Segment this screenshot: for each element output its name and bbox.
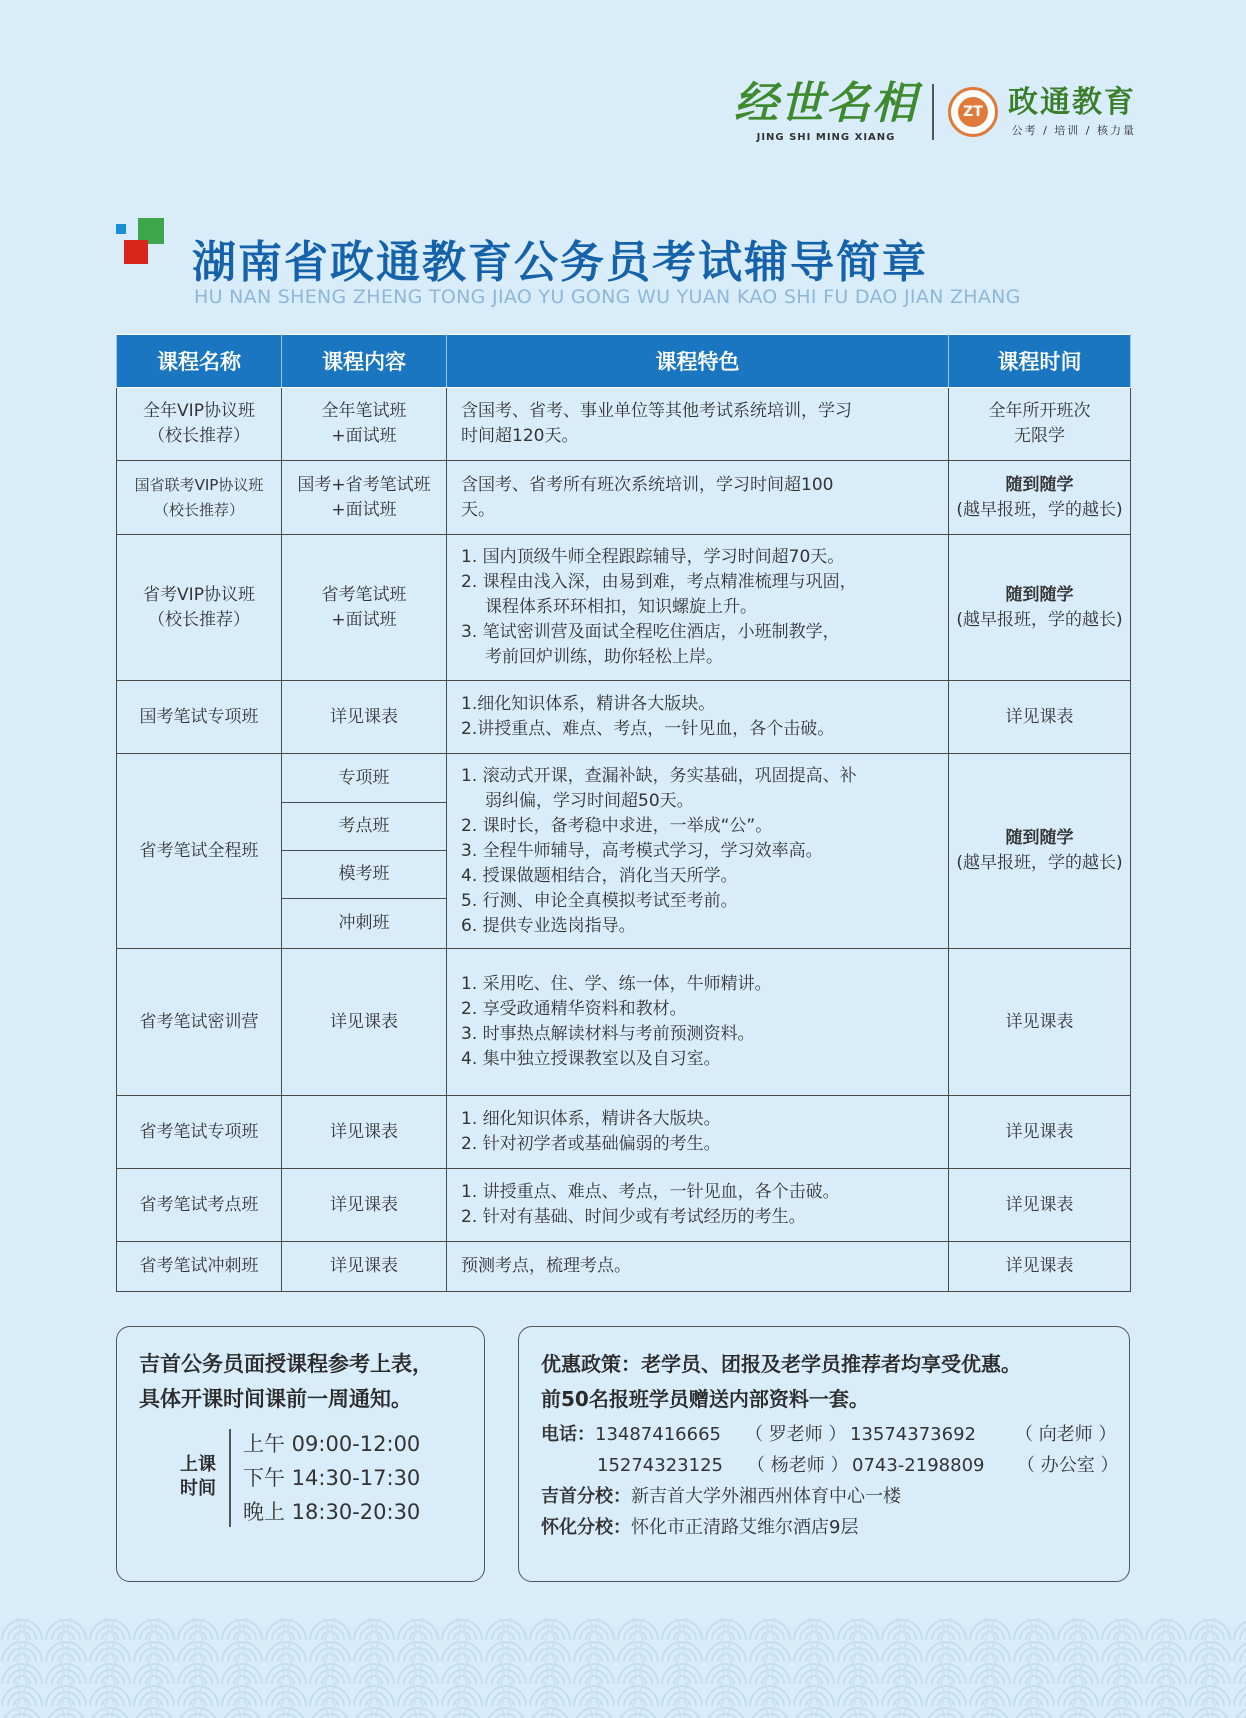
page-title-pinyin: HU NAN SHENG ZHENG TONG JIAO YU GONG WU YUAN KAO SHI FU DAO JIAN ZHANG (194, 286, 1021, 308)
course-content-cell: 详见课表 (282, 949, 447, 1096)
table-row (117, 535, 1131, 681)
class-time-item: 下午 14:30-17:30 (243, 1466, 421, 1490)
table-row (117, 461, 1131, 535)
schedule-notice: 吉首公务员面授课程参考上表， 具体开课时间课前一周通知。 (139, 1352, 433, 1411)
course-name-cell: 省考笔试专项班 (117, 1096, 282, 1169)
zhengtong-brand-name: 政通教育 (1008, 84, 1136, 120)
course-features-cell: 预测考点，梳理考点。 (447, 1242, 949, 1292)
phone-contact: （ 罗老师 ） (745, 1424, 847, 1445)
table-row (117, 754, 1131, 803)
course-features-cell: 含国考、省考所有班次系统培训，学习时间超100 天。 (447, 461, 949, 535)
course-time-cell: 详见课表 (949, 949, 1131, 1096)
course-table (116, 334, 1131, 1292)
course-features-cell: 1. 国内顶级牛师全程跟踪辅导，学习时间超70天。 2. 课程由浅入深，由易到难，考点精准梳理与巩固， 课程体系环环相扣，知识螺旋上升。 3. 笔试密训营及面试全程吃住酒店，小班制教学， 考前回炉训练，助你轻松上岸。 (447, 535, 949, 681)
course-time-cell: 随到随学 (越早报班，学的越长) (949, 535, 1131, 681)
table-row (117, 1242, 1131, 1292)
zhengtong-seal-icon (948, 87, 998, 137)
class-time-item: 晚上 18:30-20:30 (243, 1500, 421, 1524)
course-name-cell: 省考笔试冲刺班 (117, 1242, 282, 1292)
phone-contact: （ 杨老师 ） (747, 1455, 849, 1476)
course-content-cell: 详见课表 (282, 1242, 447, 1292)
class-time-list (243, 1427, 420, 1529)
branch-address: 怀化市正清路艾维尔酒店9层 (631, 1517, 859, 1538)
phone-row (541, 1450, 1118, 1481)
title-squares-icon (116, 218, 168, 266)
phone-number: 15274323125 (597, 1455, 723, 1476)
sub-class-cell: 考点班 (282, 803, 447, 851)
course-features-cell: 1. 采用吃、住、学、练一体，牛师精讲。 2. 享受政通精华资料和教材。 3. 时事热点解读材料与考前预测资料。 4. 集中独立授课教室以及自习室。 (447, 949, 949, 1096)
course-time-cell: 详见课表 (949, 681, 1131, 754)
course-time-cell: 全年所开班次 无限学 (949, 388, 1131, 461)
course-features-cell: 1. 滚动式开课，查漏补缺，务实基础，巩固提高、补 弱纠偏，学习时间超50天。 2. 课时长，备考稳中求进，一举成“公”。 3. 全程牛师辅导，高考模式学习，学习效率高。 4. 授课做题相结合，消化当天所学。 5. 行测、申论全真模拟考试至考前。 6. 提供专业选岗指导。 (447, 754, 949, 949)
branch-address: 新吉首大学外湘西州体育中心一楼 (631, 1486, 901, 1507)
table-row (117, 1169, 1131, 1242)
jingshi-logo-script: 经世名相 (734, 78, 918, 129)
course-features-cell: 1. 细化知识体系，精讲各大版块。 2. 针对初学者或基础偏弱的考生。 (447, 1096, 949, 1169)
zt-seal-letters: ZT (958, 97, 988, 127)
branch-label: 怀化分校： (541, 1517, 631, 1538)
phone-number: 13574373692 (850, 1424, 976, 1445)
course-content-cell: 国考+省考笔试班 +面试班 (282, 461, 447, 535)
jingshi-mingxiang-logo (734, 80, 918, 143)
sub-class-cell: 冲刺班 (282, 899, 447, 949)
course-time-cell: 详见课表 (949, 1242, 1131, 1292)
branch-row (541, 1481, 1118, 1512)
sub-class-cell: 专项班 (282, 754, 447, 803)
discount-policy: 优惠政策：老学员、团报及老学员推荐者均享受优惠。 前50名报班学员赠送内部资料一套。 (541, 1352, 1021, 1411)
course-content-cell: 全年笔试班 +面试班 (282, 388, 447, 461)
phone-number: 0743-2198809 (852, 1455, 985, 1476)
class-time-label: 上课 时间 (180, 1454, 216, 1499)
course-name-cell: 省考笔试密训营 (117, 949, 282, 1096)
col-header-features: 课程特色 (447, 335, 949, 388)
phone-number: 13487416665 (595, 1424, 721, 1445)
col-header-time: 课程时间 (949, 335, 1131, 388)
course-features-cell: 1. 讲授重点、难点、考点，一针见血，各个击破。 2. 针对有基础、时间少或有考试经历的考生。 (447, 1169, 949, 1242)
course-time-cell: 详见课表 (949, 1169, 1131, 1242)
course-name-cell: 国省联考VIP协议班 （校长推荐） (117, 461, 282, 535)
table-row (117, 1096, 1131, 1169)
table-row (117, 949, 1131, 1096)
wave-pattern (0, 1618, 1246, 1718)
sub-class-cell: 模考班 (282, 851, 447, 899)
branch-label: 吉首分校： (541, 1486, 631, 1507)
course-time-cell: 随到随学 (越早报班，学的越长) (949, 461, 1131, 535)
course-content-cell: 省考笔试班 +面试班 (282, 535, 447, 681)
course-name-cell: 省考笔试考点班 (117, 1169, 282, 1242)
table-header-row (117, 335, 1131, 388)
contact-box (518, 1326, 1130, 1582)
class-time-item: 上午 09:00-12:00 (243, 1432, 421, 1456)
table-row (117, 681, 1131, 754)
zhengtong-slogan: 公考 / 培训 / 核力量 (1011, 123, 1136, 137)
course-time-cell: 随到随学 (越早报班，学的越长) (949, 754, 1131, 949)
course-time-cell: 详见课表 (949, 1096, 1131, 1169)
phone-row: 电话：13487416665 （ 罗老师 ） 13574373692 （ 向老师 ） (541, 1419, 1118, 1450)
class-time-divider (229, 1429, 231, 1527)
course-name-cell: 全年VIP协议班 （校长推荐） (117, 388, 282, 461)
course-name-cell: 国考笔试专项班 (117, 681, 282, 754)
brand-logos (734, 80, 1136, 143)
logo-divider (932, 84, 934, 140)
jingshi-logo-subtitle: JING SHI MING XIANG (756, 132, 896, 143)
col-header-name: 课程名称 (117, 335, 282, 388)
contact-list (541, 1419, 1118, 1543)
schedule-box (116, 1326, 485, 1582)
col-header-content: 课程内容 (282, 335, 447, 388)
course-name-cell: 省考笔试全程班 (117, 754, 282, 949)
course-content-cell: 详见课表 (282, 681, 447, 754)
course-features-cell: 1.细化知识体系，精讲各大版块。 2.讲授重点、难点、考点，一针见血，各个击破。 (447, 681, 949, 754)
page-title: 湖南省政通教育公务员考试辅导简章 (192, 237, 928, 288)
table-row (117, 388, 1131, 461)
course-features-cell: 含国考、省考、事业单位等其他考试系统培训，学习 时间超120天。 (447, 388, 949, 461)
course-content-cell: 详见课表 (282, 1096, 447, 1169)
course-content-cell: 详见课表 (282, 1169, 447, 1242)
branch-row (541, 1512, 1118, 1543)
phone-contact: （ 向老师 ） (1015, 1424, 1117, 1445)
course-name-cell: 省考VIP协议班 （校长推荐） (117, 535, 282, 681)
phone-contact: （ 办公室 ） (1017, 1455, 1119, 1476)
